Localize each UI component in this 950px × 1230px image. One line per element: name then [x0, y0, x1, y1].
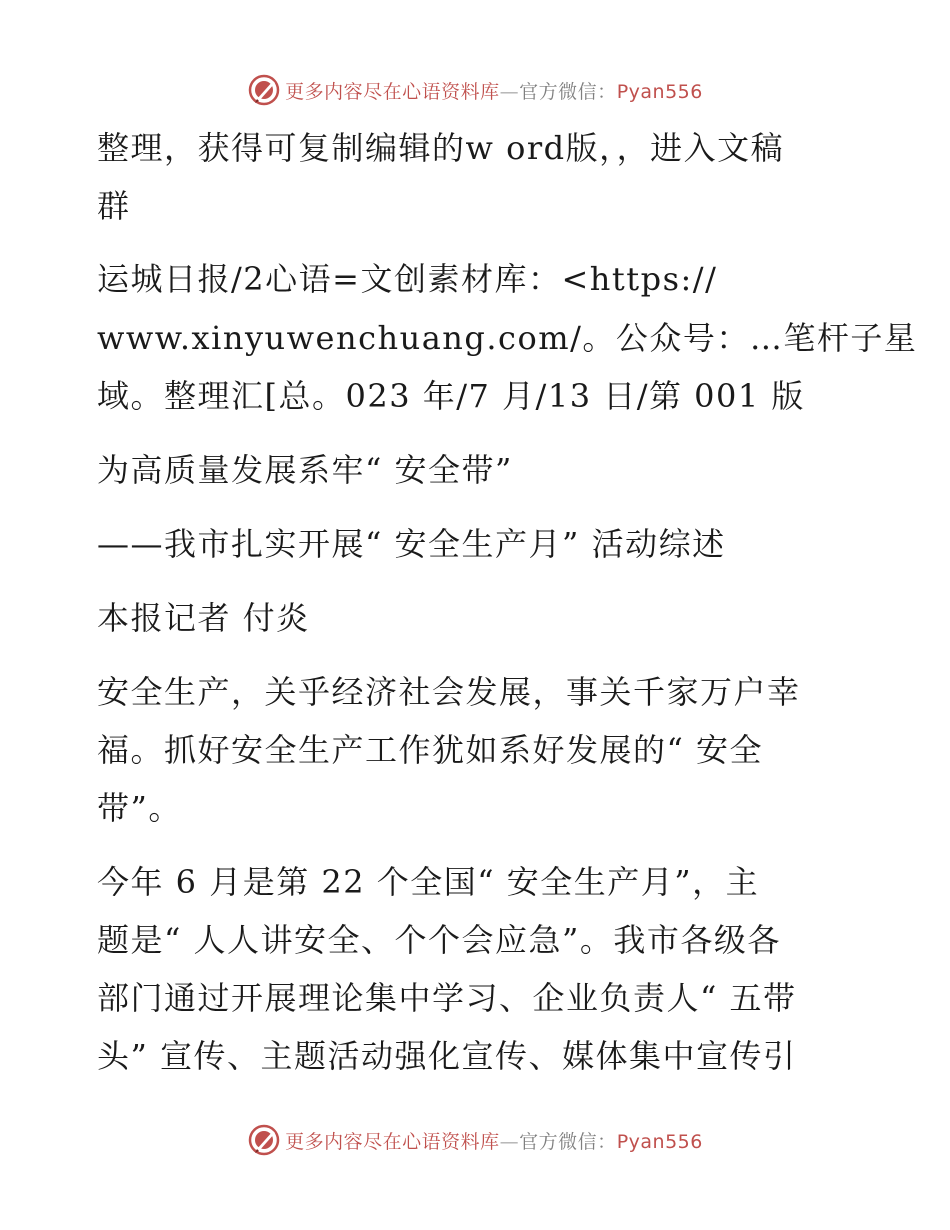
article-line: 福。抓好安全生产工作犹如系好发展的“ 安全 [97, 731, 764, 769]
footer-text [285, 1127, 703, 1154]
header-separator: — [499, 80, 520, 103]
article-line: 整理，获得可复制编辑的w ord版，，进入文稿 [97, 129, 785, 167]
article-line: 安全生产，关乎经济社会发展，事关千家万户幸 [97, 673, 801, 711]
footer-banner [0, 1120, 950, 1160]
header-banner [0, 70, 950, 110]
article-line: 今年 6 月是第 22 个全国“ 安全生产月”，主 [97, 863, 760, 901]
article-line: 题是“ 人人讲安全、个个会应急”。我市各级各 [97, 921, 781, 959]
footer-wechat-label: 官方微信： [519, 1130, 617, 1153]
red-quill-seal-icon [247, 73, 281, 107]
article-line: 头” 宣传、主题活动强化宣传、媒体集中宣传引 [97, 1037, 797, 1075]
header-wechat-label: 官方微信： [519, 80, 617, 103]
article-line: 部门通过开展理论集中学习、企业负责人“ 五带 [97, 979, 797, 1017]
article-line: 本报记者 付炎 [97, 599, 310, 637]
article-line: 域。整理汇[总。023 年/7 月/13 日/第 001 版 [97, 377, 805, 415]
footer-wechat-id: Pyan556 [616, 1130, 703, 1153]
article-line: 为高质量发展系牢“ 安全带” [97, 451, 513, 489]
header-site: 更多内容尽在心语资料库 [285, 80, 500, 103]
article-line: 群 [97, 187, 131, 225]
article-line: 带”。 [97, 789, 182, 827]
article-line: 运城日报/2心语=文创素材库：<https:// [97, 260, 718, 298]
header-wechat-id: Pyan556 [616, 80, 703, 103]
red-quill-seal-icon [247, 1123, 281, 1157]
article-line: www.xinyuwenchuang.com/。公众号：…笔杆子星 [97, 319, 918, 357]
footer-site: 更多内容尽在心语资料库 [285, 1130, 500, 1153]
footer-separator: — [499, 1130, 520, 1153]
header-text [285, 77, 703, 104]
article-line: ——我市扎实开展“ 安全生产月” 活动综述 [97, 525, 726, 563]
